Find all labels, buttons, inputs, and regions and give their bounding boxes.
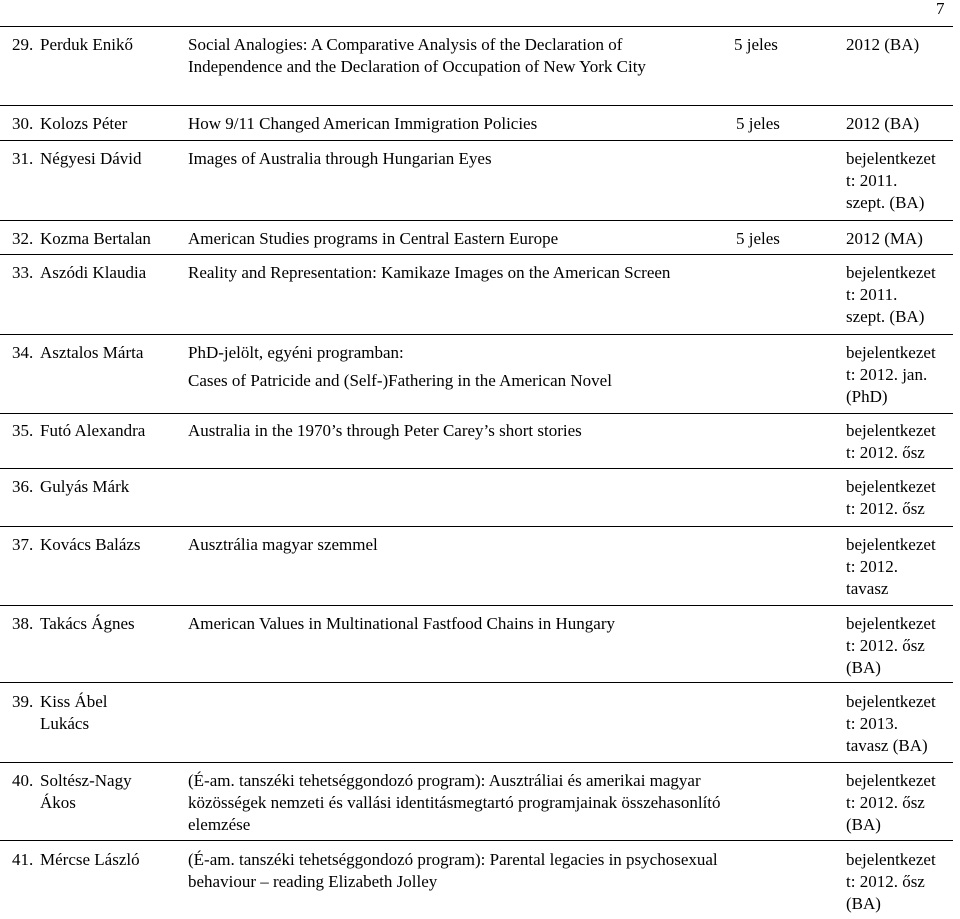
row-number: 38. xyxy=(12,614,34,633)
table-rule xyxy=(0,26,953,27)
thesis-title: (É-am. tanszéki tehetséggondozó program): Parental legacies in psychosexual behaviour – reading Elizabeth Jolley xyxy=(188,850,718,891)
table-rule xyxy=(0,605,953,606)
row-number: 36. xyxy=(12,477,34,496)
table-rule xyxy=(0,254,953,255)
thesis-title: Images of Australia through Hungarian Eyes xyxy=(188,149,492,168)
student-name-line: Soltész-Nagy xyxy=(40,771,132,790)
student-name: Gulyás Márk xyxy=(40,477,130,496)
student-name: Perduk Enikő xyxy=(40,35,134,54)
row-number: 35. xyxy=(12,421,34,440)
row-number: 29. xyxy=(12,35,34,54)
status-line: t: 2012. ősz xyxy=(846,793,925,812)
row-number: 34. xyxy=(12,343,34,362)
thesis-title: Social Analogies: A Comparative Analysis of the Declaration of Independence and the Declaration of Occupation of New York City xyxy=(188,35,646,76)
status xyxy=(846,849,956,915)
thesis-title: Reality and Representation: Kamikaze Images on the American Screen xyxy=(188,263,671,282)
status-line: bejelentkezet xyxy=(846,771,936,790)
student-name-line: Lukács xyxy=(40,714,90,733)
grade: 5 jeles xyxy=(734,35,778,54)
status-line: bejelentkezet xyxy=(846,477,936,496)
status-line: t: 2012. ősz xyxy=(846,499,925,518)
status-line: (BA) xyxy=(846,658,881,677)
thesis-title: (É-am. tanszéki tehetséggondozó program): Ausztráliai és amerikai magyar közösségek nemzeti és vallási identitásmegtartó programjainak összehasonlító elemzése xyxy=(188,771,721,834)
thesis-title: American Studies programs in Central Eastern Europe xyxy=(188,229,559,248)
status-line: (BA) xyxy=(846,815,881,834)
student-name: Kovács Balázs xyxy=(40,535,141,554)
thesis-title xyxy=(188,342,713,392)
status xyxy=(846,262,956,328)
grade: 5 jeles xyxy=(736,229,780,248)
status xyxy=(846,613,956,679)
student-name: Négyesi Dávid xyxy=(40,149,142,168)
row-number: 41. xyxy=(12,850,34,869)
status xyxy=(846,342,956,408)
status: 2012 (BA) xyxy=(846,35,920,54)
status-line: t: 2012. ősz xyxy=(846,443,925,462)
table-rule xyxy=(0,682,953,683)
row-number: 39. xyxy=(12,692,34,711)
student-name: Asztalos Márta xyxy=(40,343,144,362)
student-name xyxy=(40,691,185,735)
status-line: szept. (BA) xyxy=(846,307,925,326)
status-line: tavasz xyxy=(846,579,889,598)
thesis-title-line: PhD-jelölt, egyéni programban: xyxy=(188,343,404,362)
thesis-title: How 9/11 Changed American Immigration Policies xyxy=(188,114,538,133)
row-number: 31. xyxy=(12,149,34,168)
table-rule xyxy=(0,140,953,141)
status xyxy=(846,476,956,520)
status-line: t: 2011. xyxy=(846,171,898,190)
table-rule xyxy=(0,220,953,221)
thesis-title: Australia in the 1970’s through Peter Carey’s short stories xyxy=(188,421,582,440)
student-name: Takács Ágnes xyxy=(40,614,135,633)
thesis-title: American Values in Multinational Fastfood Chains in Hungary xyxy=(188,614,615,633)
status-line: bejelentkezet xyxy=(846,850,936,869)
status-line: (PhD) xyxy=(846,387,888,406)
student-name: Mércse László xyxy=(40,850,140,869)
status xyxy=(846,770,956,836)
row-number: 37. xyxy=(12,535,34,554)
student-name: Aszódi Klaudia xyxy=(40,263,147,282)
row-number: 32. xyxy=(12,229,34,248)
status-line: bejelentkezet xyxy=(846,421,936,440)
student-name: Kozma Bertalan xyxy=(40,229,151,248)
status-line: (BA) xyxy=(846,894,881,913)
status-line: bejelentkezet xyxy=(846,149,936,168)
status xyxy=(846,420,956,464)
row-number: 33. xyxy=(12,263,34,282)
status xyxy=(846,148,956,214)
status-line: bejelentkezet xyxy=(846,343,936,362)
status-line: szept. (BA) xyxy=(846,193,925,212)
student-name-line: Ákos xyxy=(40,793,76,812)
table-rule xyxy=(0,413,953,414)
row-number: 40. xyxy=(12,771,34,790)
status-line: t: 2012. ősz xyxy=(846,636,925,655)
status xyxy=(846,534,956,600)
student-name: Futó Alexandra xyxy=(40,421,146,440)
table-rule xyxy=(0,105,953,106)
thesis-title: Ausztrália magyar szemmel xyxy=(188,535,378,554)
student-name xyxy=(40,770,185,814)
status-line: bejelentkezet xyxy=(846,263,936,282)
status-line: tavasz (BA) xyxy=(846,736,928,755)
page-number: 7 xyxy=(936,0,945,18)
status: 2012 (BA) xyxy=(846,114,920,133)
status-line: t: 2012. jan. xyxy=(846,365,928,384)
grade: 5 jeles xyxy=(736,114,780,133)
status-line: bejelentkezet xyxy=(846,692,936,711)
student-name-line: Kiss Ábel xyxy=(40,692,108,711)
table-rule xyxy=(0,334,953,335)
status: 2012 (MA) xyxy=(846,229,923,248)
thesis-title-line: Cases of Patricide and (Self-)Fathering in the American Novel xyxy=(188,371,612,390)
status-line: t: 2012. xyxy=(846,557,898,576)
table-rule xyxy=(0,762,953,763)
row-number: 30. xyxy=(12,114,34,133)
status-line: bejelentkezet xyxy=(846,614,936,633)
status xyxy=(846,691,956,757)
status-line: t: 2012. ősz xyxy=(846,872,925,891)
status-line: bejelentkezet xyxy=(846,535,936,554)
status-line: t: 2011. xyxy=(846,285,898,304)
table-rule xyxy=(0,526,953,527)
student-name: Kolozs Péter xyxy=(40,114,128,133)
table-rule xyxy=(0,468,953,469)
table-rule xyxy=(0,840,953,841)
status-line: t: 2013. xyxy=(846,714,898,733)
